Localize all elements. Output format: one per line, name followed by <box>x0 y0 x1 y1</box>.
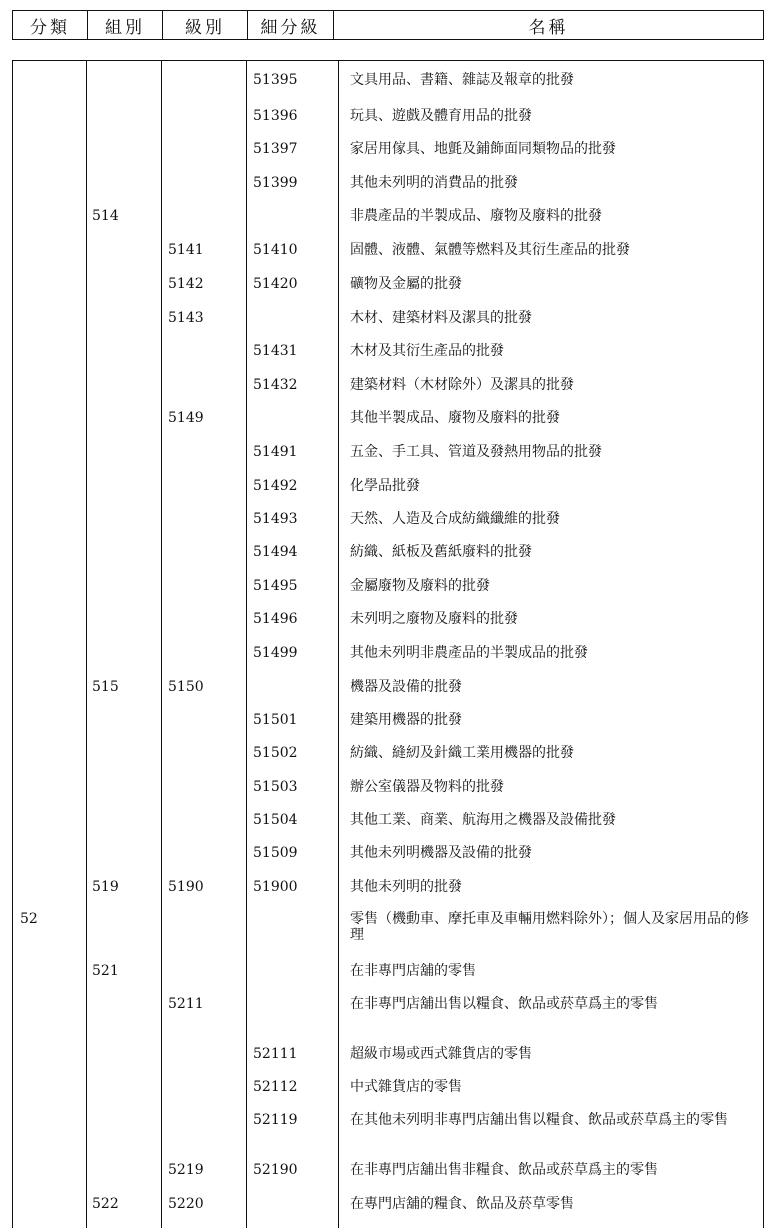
subclass-code: 51504 <box>253 812 298 828</box>
item-name: 化學品批發 <box>350 478 420 494</box>
subclass-code: 52190 <box>253 1162 298 1178</box>
header-subclass: 細分級 <box>247 11 333 39</box>
group-code: 514 <box>92 208 119 224</box>
item-name: 中式雜貨店的零售 <box>350 1079 462 1095</box>
column-divider <box>86 60 87 1228</box>
level-code: 5220 <box>168 1196 204 1212</box>
item-name: 辦公室儀器及物料的批發 <box>350 779 504 795</box>
subclass-code: 51431 <box>253 343 298 359</box>
item-name: 天然、人造及合成紡織纖維的批發 <box>350 511 560 527</box>
column-divider <box>161 60 162 1228</box>
subclass-code: 51502 <box>253 745 298 761</box>
item-name: 機器及設備的批發 <box>350 679 462 695</box>
item-name: 在非專門店舖出售以糧食、飲品或菸草爲主的零售 <box>350 996 658 1012</box>
item-name: 在其他未列明非專門店舖出售以糧食、飲品或菸草爲主的零售 <box>350 1112 728 1128</box>
subclass-code: 51503 <box>253 779 298 795</box>
item-name: 金屬廢物及廢料的批發 <box>350 578 490 594</box>
header-name: 名稱 <box>333 11 763 39</box>
subclass-code: 51499 <box>253 645 298 661</box>
level-code: 5150 <box>168 679 204 695</box>
item-name: 五金、手工具、管道及發熱用物品的批發 <box>350 444 602 460</box>
item-name: 木材及其衍生產品的批發 <box>350 343 504 359</box>
subclass-code: 51501 <box>253 712 298 728</box>
item-name: 建築用機器的批發 <box>350 712 462 728</box>
item-name: 其他未列明的消費品的批發 <box>350 175 518 191</box>
column-divider <box>246 60 247 1228</box>
header-group: 組別 <box>87 11 162 39</box>
item-name: 紡織、紙板及舊紙廢料的批發 <box>350 544 532 560</box>
group-code: 519 <box>92 879 119 895</box>
item-name: 礦物及金屬的批發 <box>350 276 462 292</box>
subclass-code: 52119 <box>253 1112 298 1128</box>
subclass-code: 51494 <box>253 544 298 560</box>
subclass-code: 52112 <box>253 1079 298 1095</box>
item-name: 未列明之廢物及廢料的批發 <box>350 611 518 627</box>
subclass-code: 51395 <box>253 72 298 88</box>
item-name: 玩具、遊戲及體育用品的批發 <box>350 108 532 124</box>
item-name: 零售（機動車、摩托車及車輛用燃料除外）；個人及家居用品的修理 <box>350 911 749 943</box>
subclass-code: 52111 <box>253 1046 298 1062</box>
subclass-code: 51509 <box>253 845 298 861</box>
item-name: 其他未列明非農產品的半製成品的批發 <box>350 645 588 661</box>
level-code: 5211 <box>168 996 204 1012</box>
item-name: 其他半製成品、廢物及廢料的批發 <box>350 410 560 426</box>
category-code: 52 <box>20 911 38 927</box>
item-name: 木材、建築材料及潔具的批發 <box>350 310 532 326</box>
item-name: 紡織、縫紉及針織工業用機器的批發 <box>350 745 574 761</box>
item-name: 其他未列明的批發 <box>350 879 462 895</box>
header-category: 分類 <box>30 17 70 38</box>
subclass-code: 51491 <box>253 444 298 460</box>
subclass-code: 51410 <box>253 242 298 258</box>
subclass-code: 51432 <box>253 377 298 393</box>
item-name: 在專門店舖的糧食、飲品及菸草零售 <box>350 1196 574 1212</box>
item-name: 家居用傢具、地氈及鋪飾面同類物品的批發 <box>350 141 616 157</box>
item-name: 非農產品的半製成品、廢物及廢料的批發 <box>350 208 602 224</box>
item-name: 其他未列明機器及設備的批發 <box>350 845 532 861</box>
item-name: 在非專門店舖的零售 <box>350 963 476 979</box>
header-level: 級別 <box>162 11 247 39</box>
item-name: 其他工業、商業、航海用之機器及設備批發 <box>350 812 616 828</box>
subclass-code: 51493 <box>253 511 298 527</box>
group-code: 521 <box>92 963 119 979</box>
level-code: 5149 <box>168 410 204 426</box>
subclass-code: 51900 <box>253 879 298 895</box>
subclass-code: 51397 <box>253 141 298 157</box>
subclass-code: 51420 <box>253 276 298 292</box>
group-code: 522 <box>92 1196 119 1212</box>
level-code: 5141 <box>168 242 204 258</box>
subclass-code: 51495 <box>253 578 298 594</box>
level-code: 5219 <box>168 1162 204 1178</box>
table-header <box>12 10 764 40</box>
item-name: 超級市場或西式雜貨店的零售 <box>350 1046 532 1062</box>
item-name: 建築材料（木材除外）及潔具的批發 <box>350 377 574 393</box>
level-code: 5143 <box>168 310 204 326</box>
subclass-code: 51492 <box>253 478 298 494</box>
subclass-code: 51496 <box>253 611 298 627</box>
level-code: 5190 <box>168 879 204 895</box>
subclass-code: 51396 <box>253 108 298 124</box>
group-code: 515 <box>92 679 119 695</box>
item-name: 在非專門店舖出售非糧食、飲品或菸草爲主的零售 <box>350 1162 658 1178</box>
level-code: 5142 <box>168 276 204 292</box>
item-name: 固體、液體、氣體等燃料及其衍生產品的批發 <box>350 242 630 258</box>
subclass-code: 51399 <box>253 175 298 191</box>
item-name: 文具用品、書籍、雜誌及報章的批發 <box>350 72 574 88</box>
column-divider <box>338 60 339 1228</box>
